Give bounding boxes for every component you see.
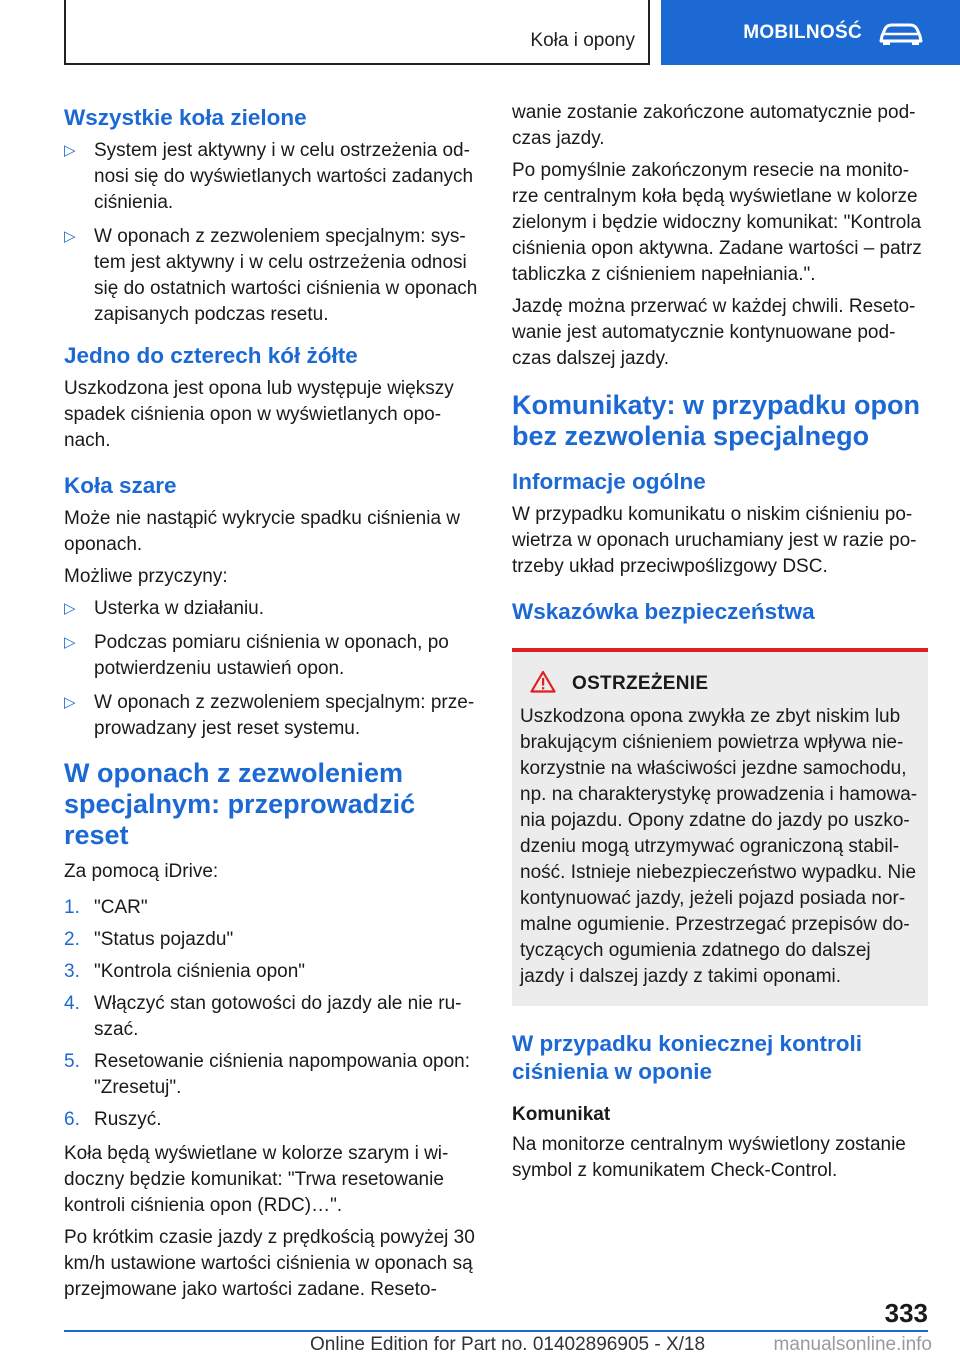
page-number: 333 (884, 1298, 928, 1328)
triangle-bullet-icon: ▷ (64, 228, 76, 245)
paragraph-interrupt: Jazdę można przerwać w każdej chwili. Reseto-wanie jest automatycznie kontynuowane pod-czas dalszej jazdy. (512, 296, 916, 369)
right-column (512, 100, 928, 1190)
paragraph-success: Po pomyślnie zakończonym resecie na monito-rze centralnym koła będą wyświetlane w kolorze zielonym i będzie widoczny komunikat: "Kontrola ciśnienia opon aktywna. Zadane wartości – patrz tabliczka z ciśnieniem napełniania.". (512, 160, 922, 285)
warning-triangle-icon (530, 670, 572, 698)
heading-reset: W oponach z zezwoleniem specjalnym: przeprowadzić reset (64, 758, 416, 850)
list-item: 6. Ruszyć. (64, 1109, 162, 1130)
paragraph-yellow: Uszkodzona jest opona lub występuje większy spadek ciśnienia opon w wyświetlanych opo-nach. (64, 378, 454, 451)
heading-messages: Komunikaty: w przypadku opon bez zezwolenia specjalnego (512, 390, 921, 451)
heading-all-green: Wszystkie koła zielone (64, 105, 307, 130)
paragraph-grey-display: Koła będą wyświetlane w kolorze szarym i wi-doczny będzie komunikat: "Trwa resetowanie kontroli ciśnienia opon (RDC)…". (64, 1143, 449, 1216)
heading-komunikat: Komunikat (512, 1104, 611, 1125)
warning-header (520, 670, 918, 698)
paragraph-continued: wanie zostanie zakończone automatycznie pod-czas jazdy. (512, 102, 916, 149)
triangle-bullet-icon: ▷ (64, 600, 76, 617)
footer-divider (64, 1330, 928, 1332)
footer-watermark: manualsonline.info (773, 1334, 932, 1355)
warning-box (512, 648, 928, 1006)
paragraph-causes: Możliwe przyczyny: (64, 566, 228, 587)
list-item: ▷ W oponach z zezwoleniem specjalnym: prze-prowadzany jest reset systemu. (64, 692, 475, 739)
triangle-bullet-icon: ▷ (64, 142, 76, 159)
paragraph-idrive: Za pomocą iDrive: (64, 861, 219, 882)
heading-check-pressure: W przypadku koniecznej kontroli ciśnienia w oponie (512, 1031, 863, 1084)
heading-yellow: Jedno do czterech kół żółte (64, 343, 358, 368)
reset-steps-list (64, 895, 482, 1133)
category-tab[interactable] (661, 0, 960, 65)
warning-text: Uszkodzona opona zwykła ze zbyt niskim lub brakującym ciśnieniem powietrza wpływa nie-korzystnie na właściwości jezdne samochodu, np. na charakterystykę prowadzenia i hamowa-nia pojazdu. Opony zdatne do jazdy po uszko-dzeniu mogą utrzymywać ograniczoną stabil-ność. Istnieje niebezpieczeństwo wypadku. Nie kontynuować jazdy, jeżeli pojazd posiada nor-malne ogumienie. Przestrzegać przepisów do-tyczących ogumienia zdatnego do dalszej jazdy i dalszej jazdy z takimi oponami. (520, 706, 918, 987)
heading-grey: Koła szare (64, 473, 177, 498)
heading-general-info: Informacje ogólne (512, 469, 706, 494)
list-item: 1. "CAR" (64, 897, 148, 918)
section-title: Koła i opony (530, 30, 635, 51)
paragraph-komunikat: Na monitorze centralnym wyświetlony zostanie symbol z komunikatem Check-Control. (512, 1134, 906, 1181)
car-icon (878, 21, 924, 45)
left-column (64, 100, 482, 1309)
list-item: 5. Resetowanie ciśnienia napompowania opon: "Zresetuj". (64, 1051, 471, 1098)
triangle-bullet-icon: ▷ (64, 694, 76, 711)
grey-bullet-list (64, 596, 482, 742)
list-item: 2. "Status pojazdu" (64, 929, 234, 950)
footer-edition: Online Edition for Part no. 01402896905 - X/18 (310, 1334, 706, 1355)
triangle-bullet-icon: ▷ (64, 634, 76, 651)
list-item: ▷ Podczas pomiaru ciśnienia w oponach, po potwierdzeniu ustawień opon. (64, 632, 449, 679)
category-label: MOBILNOŚĆ (743, 21, 862, 43)
heading-safety: Wskazówka bezpieczeństwa (512, 599, 815, 624)
list-item: 3. "Kontrola ciśnienia opon" (64, 961, 306, 982)
warning-title: OSTRZEŻENIE (572, 673, 709, 694)
list-item: ▷ W oponach z zezwoleniem specjalnym: sys-tem jest aktywny i w celu ostrzeżenia odnosi się do ostatnich wartości ciśnienia w oponach zapisanych podczas resetu. (64, 226, 478, 325)
green-bullet-list (64, 138, 482, 328)
paragraph-speed: Po krótkim czasie jazdy z prędkością powyżej 30 km/h ustawione wartości ciśnienia w oponach są przejmowane jako wartości zadane. Reseto- (64, 1227, 475, 1300)
paragraph-grey: Może nie nastąpić wykrycie spadku ciśnienia w oponach. (64, 508, 461, 555)
list-item: 4. Włączyć stan gotowości do jazdy ale nie ru-szać. (64, 993, 462, 1040)
list-item: ▷ Usterka w działaniu. (64, 596, 482, 622)
list-item: ▷ System jest aktywny i w celu ostrzeżenia od-nosi się do wyświetlanych wartości zadanych ciśnienia. (64, 140, 474, 213)
paragraph-general: W przypadku komunikatu o niskim ciśnieniu po-wietrza w oponach uruchamiany jest w razie po-trzeby układ przeciwpoślizgowy DSC. (512, 504, 917, 577)
